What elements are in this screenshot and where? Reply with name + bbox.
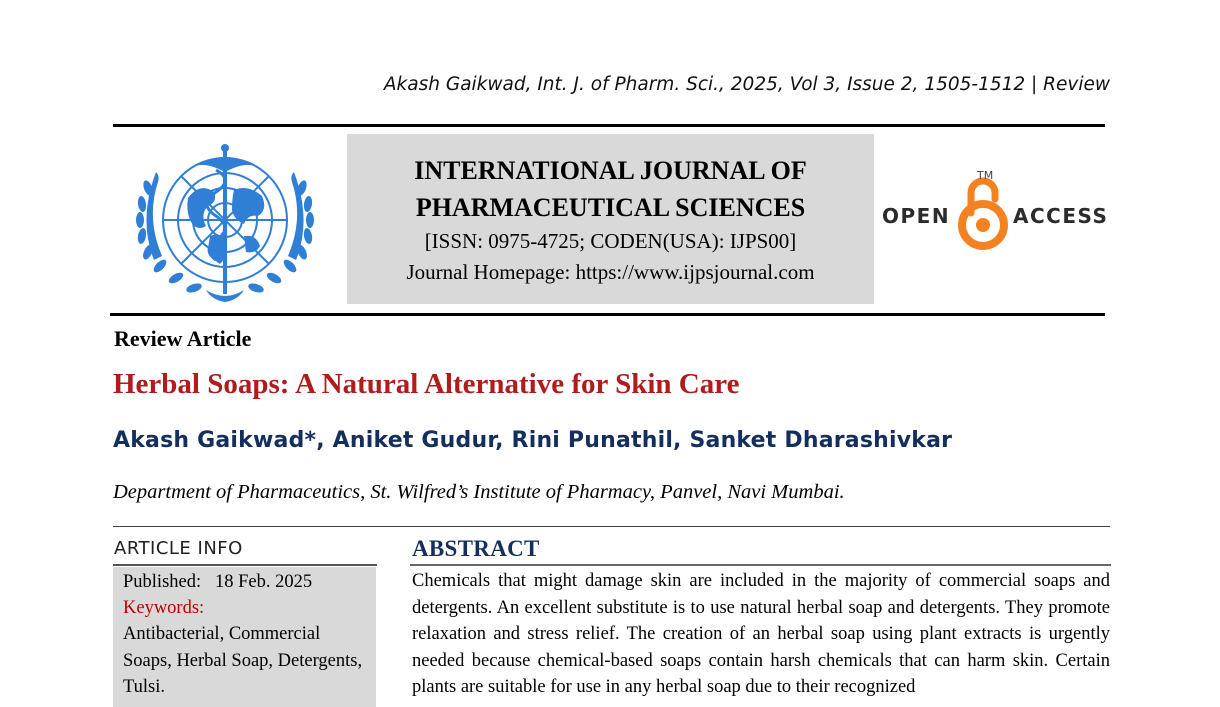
journal-title-panel: [347, 134, 874, 304]
open-access-trademark: TM: [977, 169, 994, 182]
journal-title-line1: INTERNATIONAL JOURNAL OF: [414, 156, 807, 185]
header-rule-bottom: [110, 313, 1105, 316]
running-header-citation: Akash Gaikwad, Int. J. of Pharm. Sci., 2025, Vol 3, Issue 2, 1505-1512 | Review: [383, 74, 1110, 95]
journal-emblem-icon: [126, 140, 324, 306]
keywords-list: Antibacterial, Commercial Soaps, Herbal Soap, Detergents, Tulsi.: [123, 624, 363, 697]
article-info-heading: ARTICLE INFO: [114, 538, 243, 559]
article-title: Herbal Soaps: A Natural Alternative for Skin Care: [113, 368, 740, 400]
abstract-rule: [410, 564, 1111, 566]
open-access-word-open: OPEN: [882, 204, 951, 228]
abstract-body: Chemicals that might damage skin are included in the majority of commercial soaps and detergents. An excellent substitute is to use natural herbal soap and detergents. They promote relaxation and stress relief. The creation of an herbal soap using plant extracts is urgently needed because chemical-based soaps contain harsh chemicals that can harm skin. Certain plants are suitable for use in any herbal soap due to their recognized: [412, 571, 1110, 697]
journal-issn: [ISSN: 0975-4725; CODEN(USA): IJPS00]: [424, 229, 797, 253]
published-date: Published: 18 Feb. 2025: [123, 572, 313, 592]
article-affiliation: Department of Pharmaceutics, St. Wilfred’s Institute of Pharmacy, Panvel, Navi Mumbai.: [113, 481, 845, 503]
article-info-rule: [113, 564, 377, 566]
article-info-panel: [113, 567, 376, 707]
open-access-word-access: ACCESS: [1013, 204, 1109, 228]
header-rule-top: [113, 124, 1105, 127]
article-authors: Akash Gaikwad*, Aniket Gudur, Rini Punathil, Sanket Dharashivkar: [113, 428, 953, 453]
open-access-logo: [878, 163, 1110, 253]
article-type-label: Review Article: [114, 326, 252, 351]
section-divider: [113, 526, 1110, 527]
journal-title-line2: PHARMACEUTICAL SCIENCES: [415, 193, 806, 222]
keywords-label: Keywords:: [123, 598, 205, 618]
abstract-heading: ABSTRACT: [412, 536, 540, 561]
journal-homepage: Journal Homepage: https://www.ijpsjournal.com: [406, 260, 815, 284]
